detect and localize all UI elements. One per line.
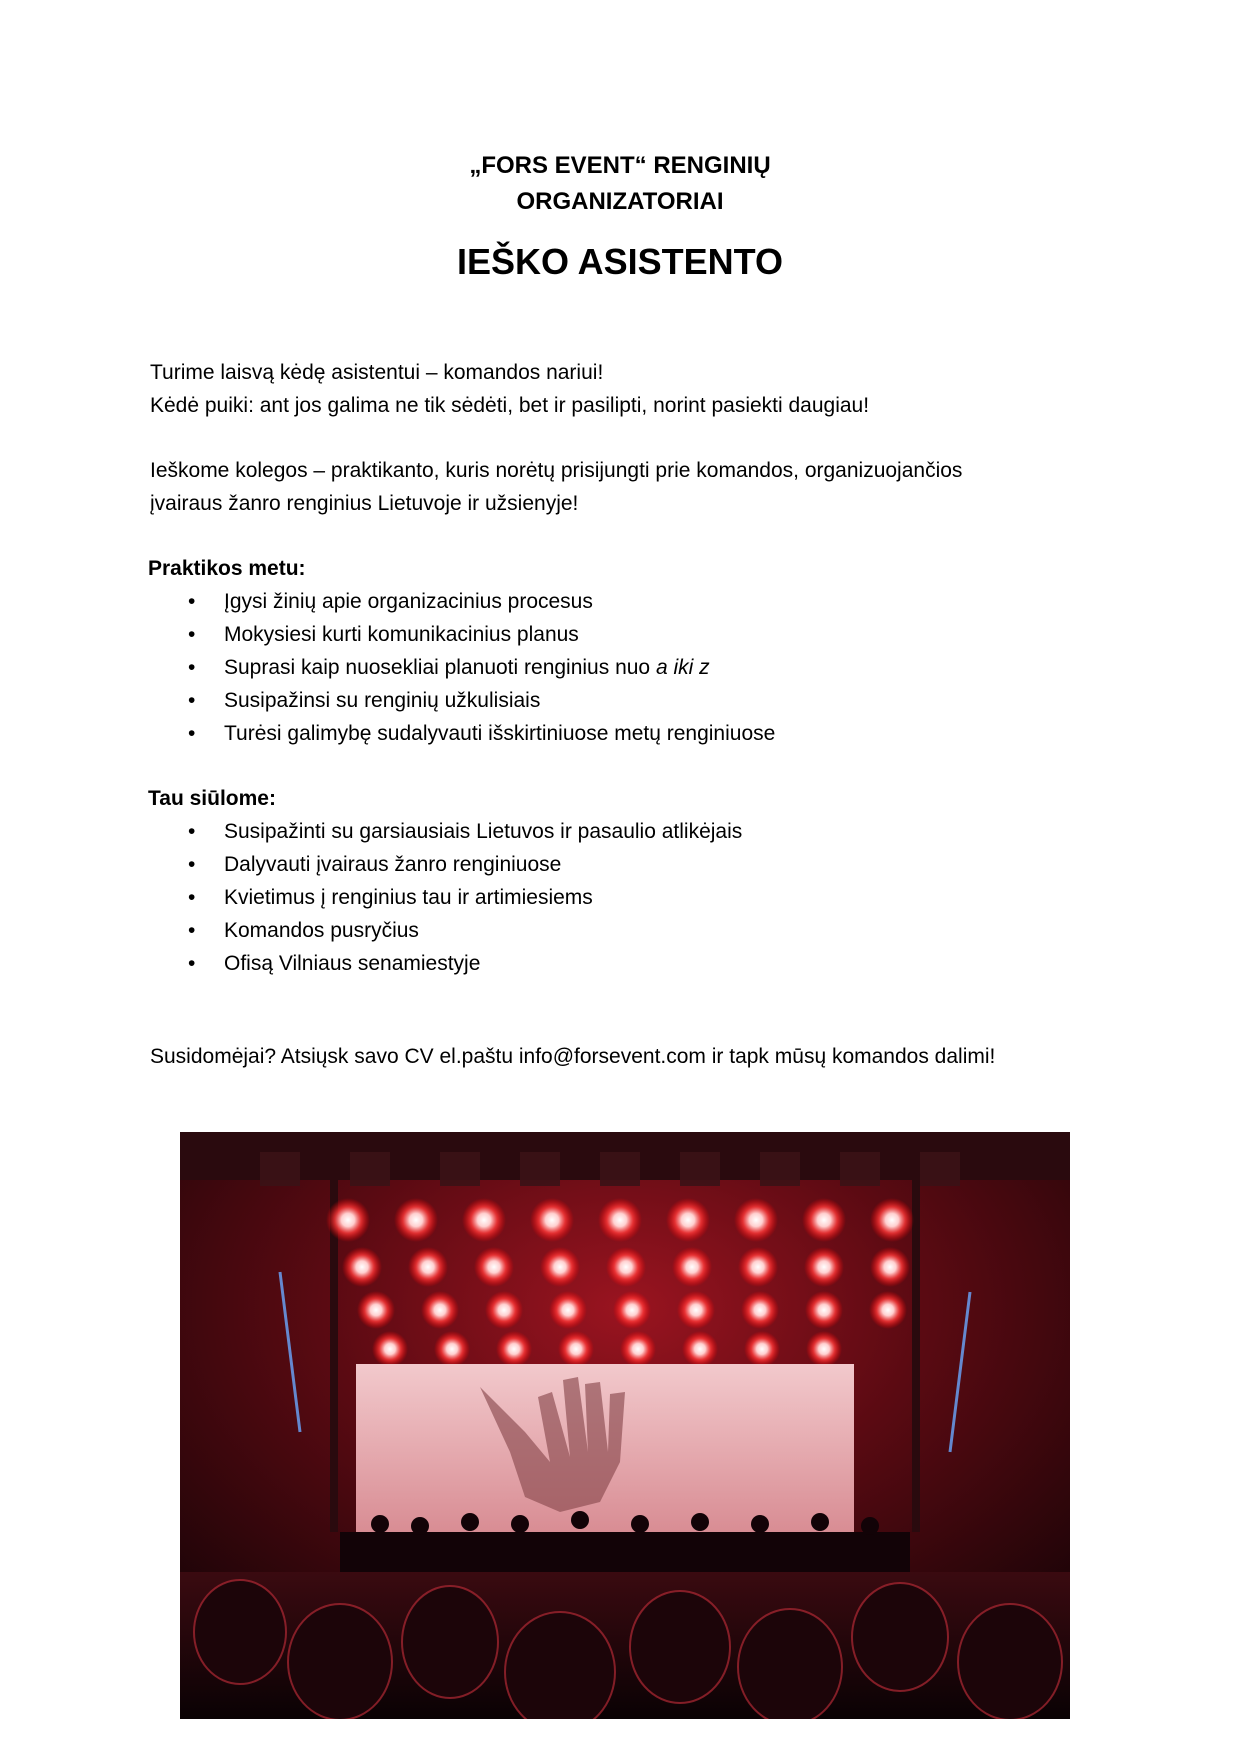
intro-paragraph [150,356,1110,422]
list-item: • Dalyvauti įvairaus žanro renginiuose [148,848,1108,881]
list-item: • Susipažinsi su renginių užkulisiais [148,684,1108,717]
stage-illustration [180,1132,1070,1719]
intro-line: įvairaus žanro renginius Lietuvoje ir užsienyje! [150,492,579,515]
bullet-icon: • [188,952,196,975]
company-line-2: ORGANIZATORIAI [516,188,724,215]
bullet-icon: • [188,722,196,745]
practice-list [148,585,1108,750]
intro-line: Ieškome kolegos – praktikanto, kuris norėtų prisijungti prie komandos, organizuojančios [150,459,963,482]
list-item: • Įgysi žinių apie organizacinius procesus [148,585,1108,618]
bullet-icon: • [188,656,196,679]
list-item: • Turėsi galimybę sudalyvauti išskirtiniuose metų renginiuose [148,717,1108,750]
section-title: Tau siūlome: [148,787,276,810]
list-item: • Ofisą Vilniaus senamiestyje [148,947,1108,980]
concert-stage-photo [180,1132,1070,1719]
list-item: • Kvietimus į renginius tau ir artimiesiems [148,881,1108,914]
bullet-icon: • [188,689,196,712]
search-paragraph [150,454,1110,520]
company-line: „FORS EVENT“ RENGINIŲ [469,152,771,179]
list-item: • Komandos pusryčius [148,914,1108,947]
call-to-action: Susidomėjai? Atsiųsk savo CV el.paštu info@forsevent.com ir tapk mūsų komandos dalimi! [150,1045,996,1068]
bullet-icon: • [188,919,196,942]
intro-line: Kėdė puiki: ant jos galima ne tik sėdėti, bet ir pasilipti, norint pasiekti daugiau! [150,394,870,417]
practice-section [148,552,1108,750]
bullet-icon: • [188,820,196,843]
bullet-icon: • [188,590,196,613]
bullet-icon: • [188,623,196,646]
intro-line: Turime laisvą kėdę asistentui – komandos nariui! [150,361,604,384]
list-item: • Mokysiesi kurti komunikacinius planus [148,618,1108,651]
bullet-icon: • [188,886,196,909]
page-title: IEŠKO ASISTENTO [456,241,784,282]
section-title: Praktikos metu: [148,557,306,580]
list-item: • Suprasi kaip nuosekliai planuoti renginius nuo a iki z [148,651,1108,684]
bullet-icon: • [188,853,196,876]
list-item: • Susipažinti su garsiausiais Lietuvos ir pasaulio atlikėjais [148,815,1108,848]
document-header [0,148,1240,282]
offer-list [148,815,1108,980]
offer-section [148,782,1108,980]
emphasis-text: a iki z [655,656,710,679]
